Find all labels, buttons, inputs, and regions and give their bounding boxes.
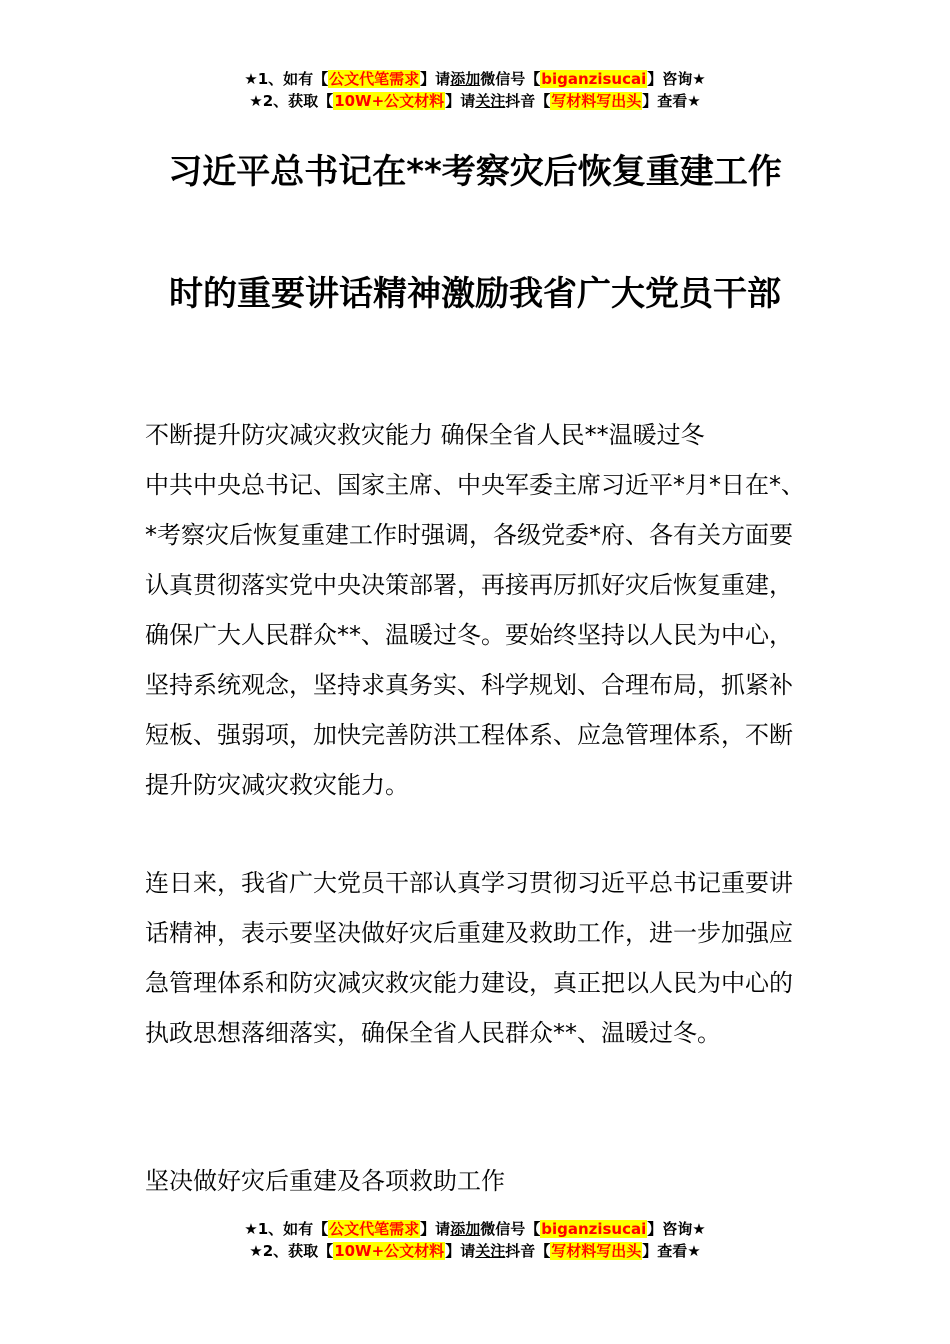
highlight-text: biganzisucai [541, 70, 647, 88]
underlined-text: 添加 [450, 1220, 481, 1238]
promo-text: 】咨询★ [647, 1220, 706, 1238]
promo-text: 微信号【 [480, 70, 541, 88]
underlined-text: 添加 [450, 70, 481, 88]
promo-text: ★1、如有【 [244, 70, 329, 88]
promo-banner-top [0, 68, 950, 112]
promo-text: 】请 [445, 92, 476, 110]
promo-text: ★2、获取【 [249, 92, 334, 110]
promo-text: 】查看★ [642, 1242, 701, 1260]
highlight-text: 10W+公文材料 [334, 1242, 445, 1260]
promo-text: ★1、如有【 [244, 1220, 329, 1238]
body-paragraph: 连日来，我省广大党员干部认真学习贯彻习近平总书记重要讲话精神，表示要坚决做好灾后重建及救助工作，进一步加强应急管理体系和防灾减灾救灾能力建设，真正把以人民为中心的执政思想落细落实，确保全省人民群众**、温暖过冬。 [145, 869, 793, 1047]
promo-text: ★2、获取【 [249, 1242, 334, 1260]
promo-line-1 [0, 68, 950, 90]
promo-text: 】查看★ [642, 92, 701, 110]
section-heading: 坚决做好灾后重建及各项救助工作 [145, 1167, 505, 1195]
promo-line-1 [0, 1218, 950, 1240]
section-heading: 不断提升防灾减灾救灾能力 确保全省人民**温暖过冬 [145, 421, 705, 449]
highlight-text: 公文代笔需求 [329, 70, 420, 88]
promo-text: 】请 [420, 1220, 451, 1238]
underlined-text: 关注 [475, 1242, 506, 1260]
promo-text: 微信号【 [480, 1220, 541, 1238]
promo-banner-bottom [0, 1218, 950, 1262]
promo-text: 】请 [420, 70, 451, 88]
highlight-text: 写材料写出头 [551, 92, 642, 110]
promo-line-2 [0, 90, 950, 112]
promo-text: 抖音【 [505, 92, 551, 110]
highlight-text: biganzisucai [541, 1220, 647, 1238]
highlight-text: 10W+公文材料 [334, 92, 445, 110]
underlined-text: 关注 [475, 92, 506, 110]
document-title-line-2: 时的重要讲话精神激励我省广大党员干部 [169, 274, 781, 314]
document-title-line-1: 习近平总书记在**考察灾后恢复重建工作 [168, 152, 782, 192]
promo-text: 抖音【 [505, 1242, 551, 1260]
promo-line-2 [0, 1240, 950, 1262]
promo-text: 】咨询★ [647, 70, 706, 88]
highlight-text: 公文代笔需求 [329, 1220, 420, 1238]
body-paragraph: 中共中央总书记、国家主席、中央军委主席习近平*月*日在*、*考察灾后恢复重建工作时强调，各级党委*府、各有关方面要认真贯彻落实党中央决策部署，再接再厉抓好灾后恢复重建，确保广大人民群众**、温暖过冬。要始终坚持以人民为中心，坚持系统观念，坚持求真务实、科学规划、合理布局，抓紧补短板、强弱项，加快完善防洪工程体系、应急管理体系，不断提升防灾减灾救灾能力。 [145, 471, 805, 799]
highlight-text: 写材料写出头 [551, 1242, 642, 1260]
promo-text: 】请 [445, 1242, 476, 1260]
